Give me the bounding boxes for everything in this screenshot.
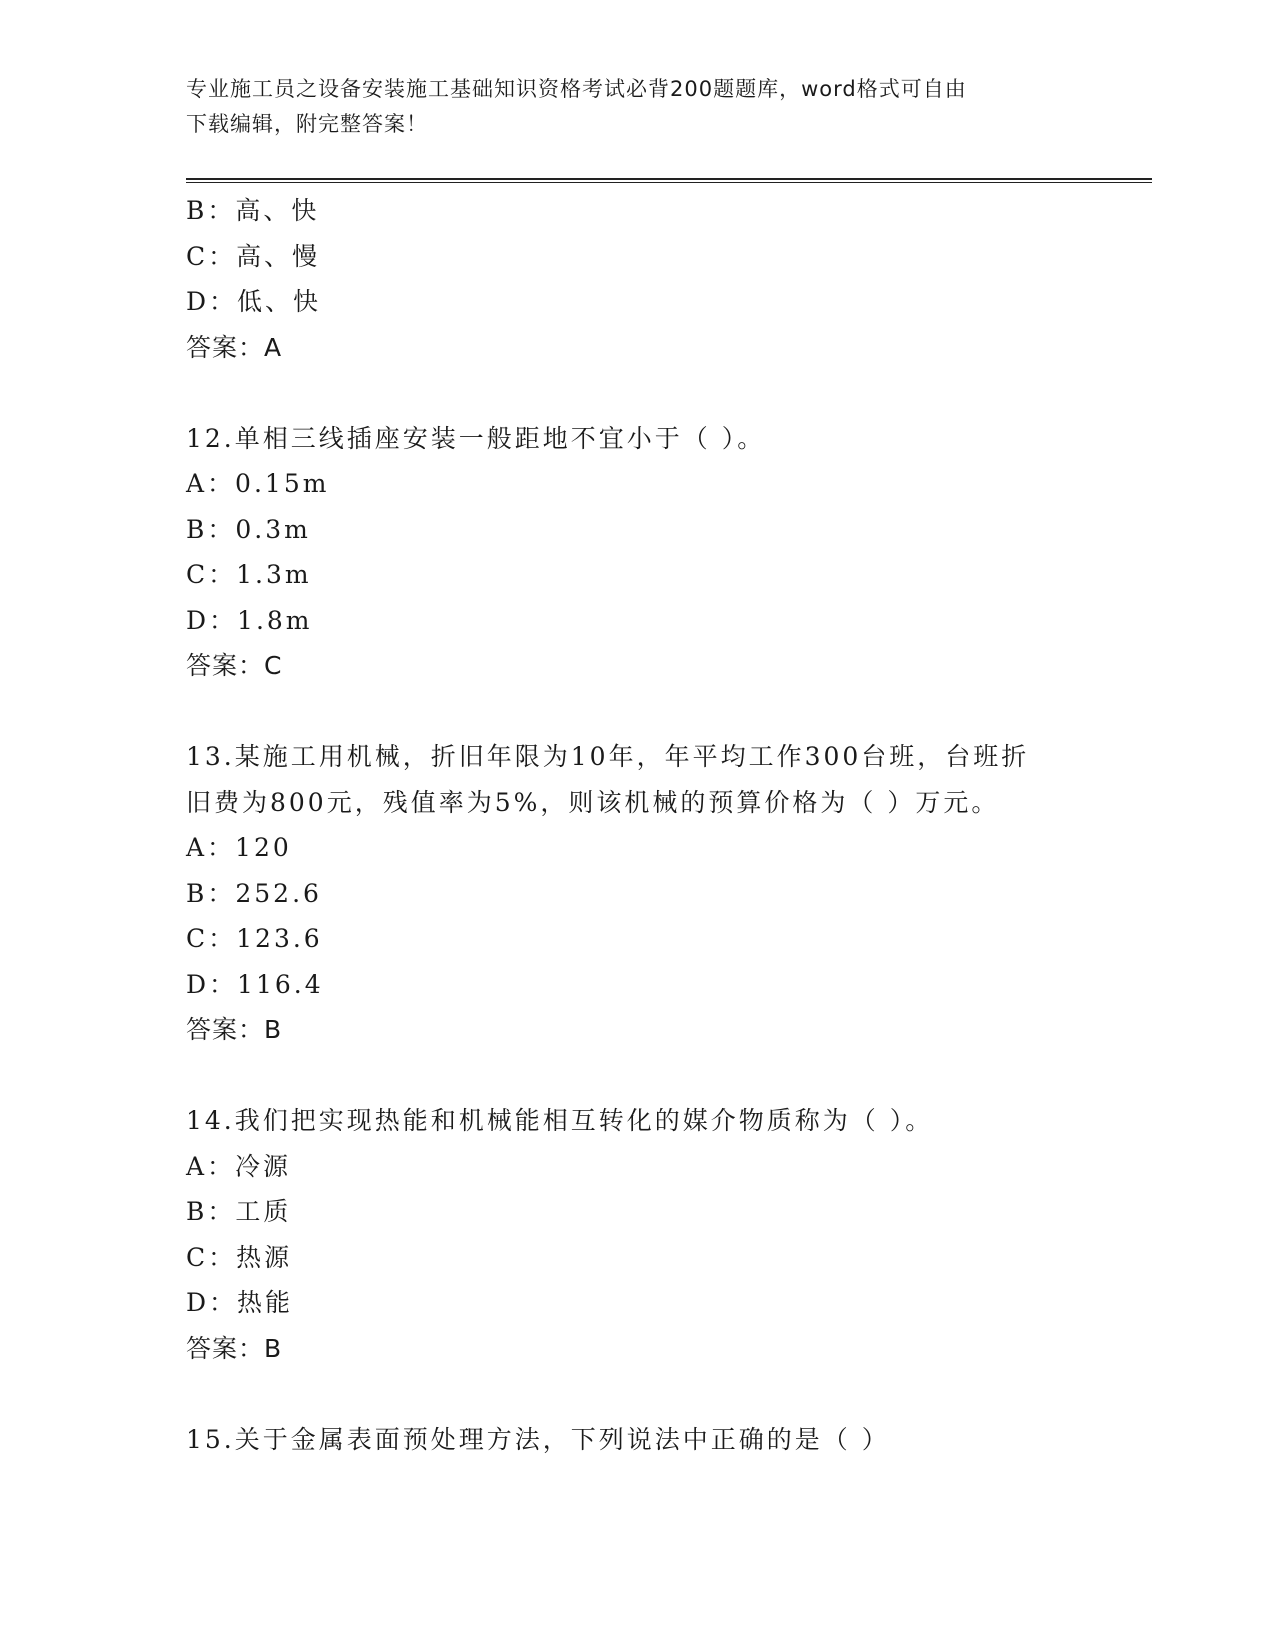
question-11-partial [186, 188, 1086, 370]
question-stem: 12.单相三线插座安装一般距地不宜小于（ ）。 [186, 423, 766, 453]
option-a: A：0.15m [186, 469, 330, 498]
option-c: C：123.6 [186, 924, 323, 953]
spacer [186, 1371, 1086, 1417]
option-d: D：低、快 [186, 287, 322, 316]
spacer [186, 689, 1086, 735]
question-stem-line-2: 旧费为800元，残值率为5%，则该机械的预算价格为（ ）万元。 [186, 787, 1000, 817]
option-a: A：120 [186, 833, 292, 862]
option-c: C：1.3m [186, 560, 312, 589]
header-title-line-2: 下载编辑，附完整答案！ [186, 112, 428, 136]
option-b: B：0.3m [186, 514, 311, 544]
question-stem: 14.我们把实现热能和机械能相互转化的媒介物质称为（ ）。 [186, 1106, 934, 1135]
option-d: D：热能 [186, 1288, 294, 1317]
question-13 [186, 734, 1086, 1053]
question-stem-line-1: 13.某施工用机械，折旧年限为10年，年平均工作300台班，台班折 [186, 742, 1030, 771]
option-b: B：252.6 [186, 878, 322, 908]
option-d: D：1.8m [186, 605, 313, 635]
answer-line: 答案：A [186, 332, 283, 362]
spacer [186, 370, 1086, 416]
header-title-line-1: 专业施工员之设备安装施工基础知识资格考试必背200题题库，word格式可自由 [186, 77, 967, 101]
option-c: C：热源 [186, 1242, 293, 1272]
header-divider [186, 178, 1152, 183]
option-d: D：116.4 [186, 969, 324, 999]
answer-line: 答案：B [186, 1015, 283, 1044]
option-b: B：工质 [186, 1197, 292, 1226]
option-a: A：冷源 [186, 1151, 292, 1181]
answer-line: 答案：C [186, 651, 283, 680]
question-14 [186, 1098, 1086, 1371]
question-list [186, 188, 1086, 1462]
document-header [186, 72, 1066, 142]
question-15 [186, 1417, 1086, 1463]
answer-line: 答案：B [186, 1333, 283, 1363]
spacer [186, 1053, 1086, 1099]
option-b: B：高、快 [186, 196, 320, 225]
question-12 [186, 416, 1086, 689]
question-stem: 15.关于金属表面预处理方法，下列说法中正确的是（ ） [186, 1424, 890, 1454]
option-c: C：高、慢 [186, 241, 321, 271]
